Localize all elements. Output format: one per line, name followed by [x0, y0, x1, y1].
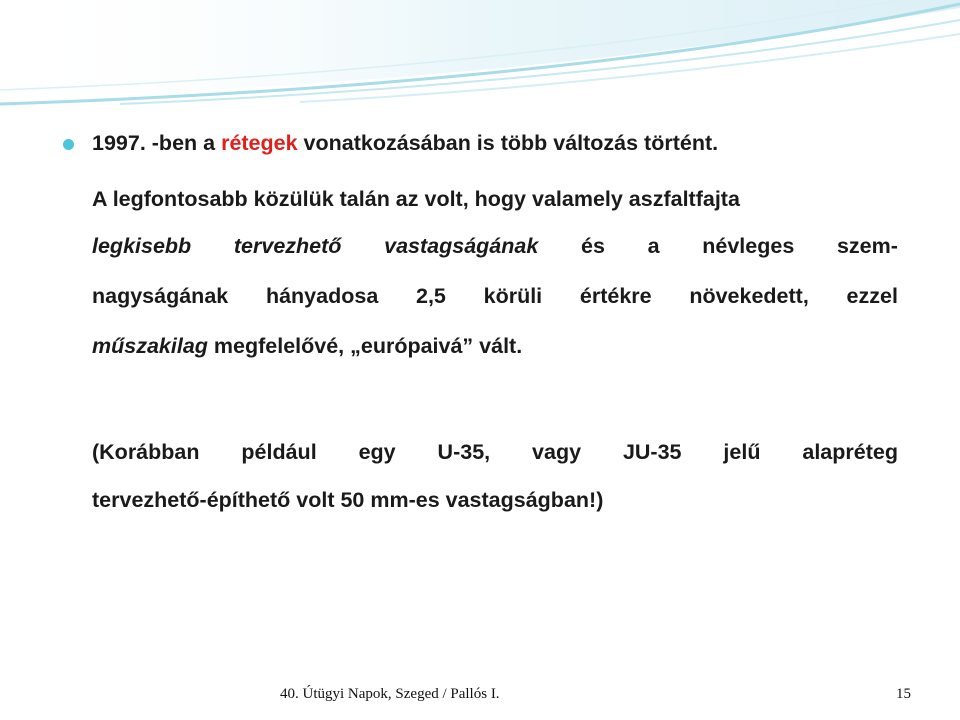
bullet-icon — [63, 139, 74, 150]
paragraph2-line2: tervezhető-építhető volt 50 mm-es vastagságban!) — [92, 488, 604, 512]
highlight-word: rétegek — [221, 131, 298, 155]
paragraph2-line1: (Korábban például egy U-35, vagy JU-35 jelű alapréteg — [92, 440, 898, 464]
paragraph1-line3: nagyságának hányadosa 2,5 körüli értékre növekedett, ezzel — [92, 284, 898, 308]
paragraph1-line2: legkisebb tervezhető vastagságának és a névleges szem- — [92, 234, 898, 258]
footer-caption: 40. Útügyi Napok, Szeged / Pallós I. — [280, 686, 500, 702]
bullet-line: 1997. -ben a rétegek vonatkozásában is több változás történt. — [92, 131, 719, 155]
paragraph1-line1: A legfontosabb közülük talán az volt, hogy valamely aszfaltfajta — [92, 187, 740, 211]
paragraph1-line4: műszakilag megfelelővé, „európaivá” vált. — [92, 334, 523, 358]
page-number: 15 — [896, 686, 911, 702]
